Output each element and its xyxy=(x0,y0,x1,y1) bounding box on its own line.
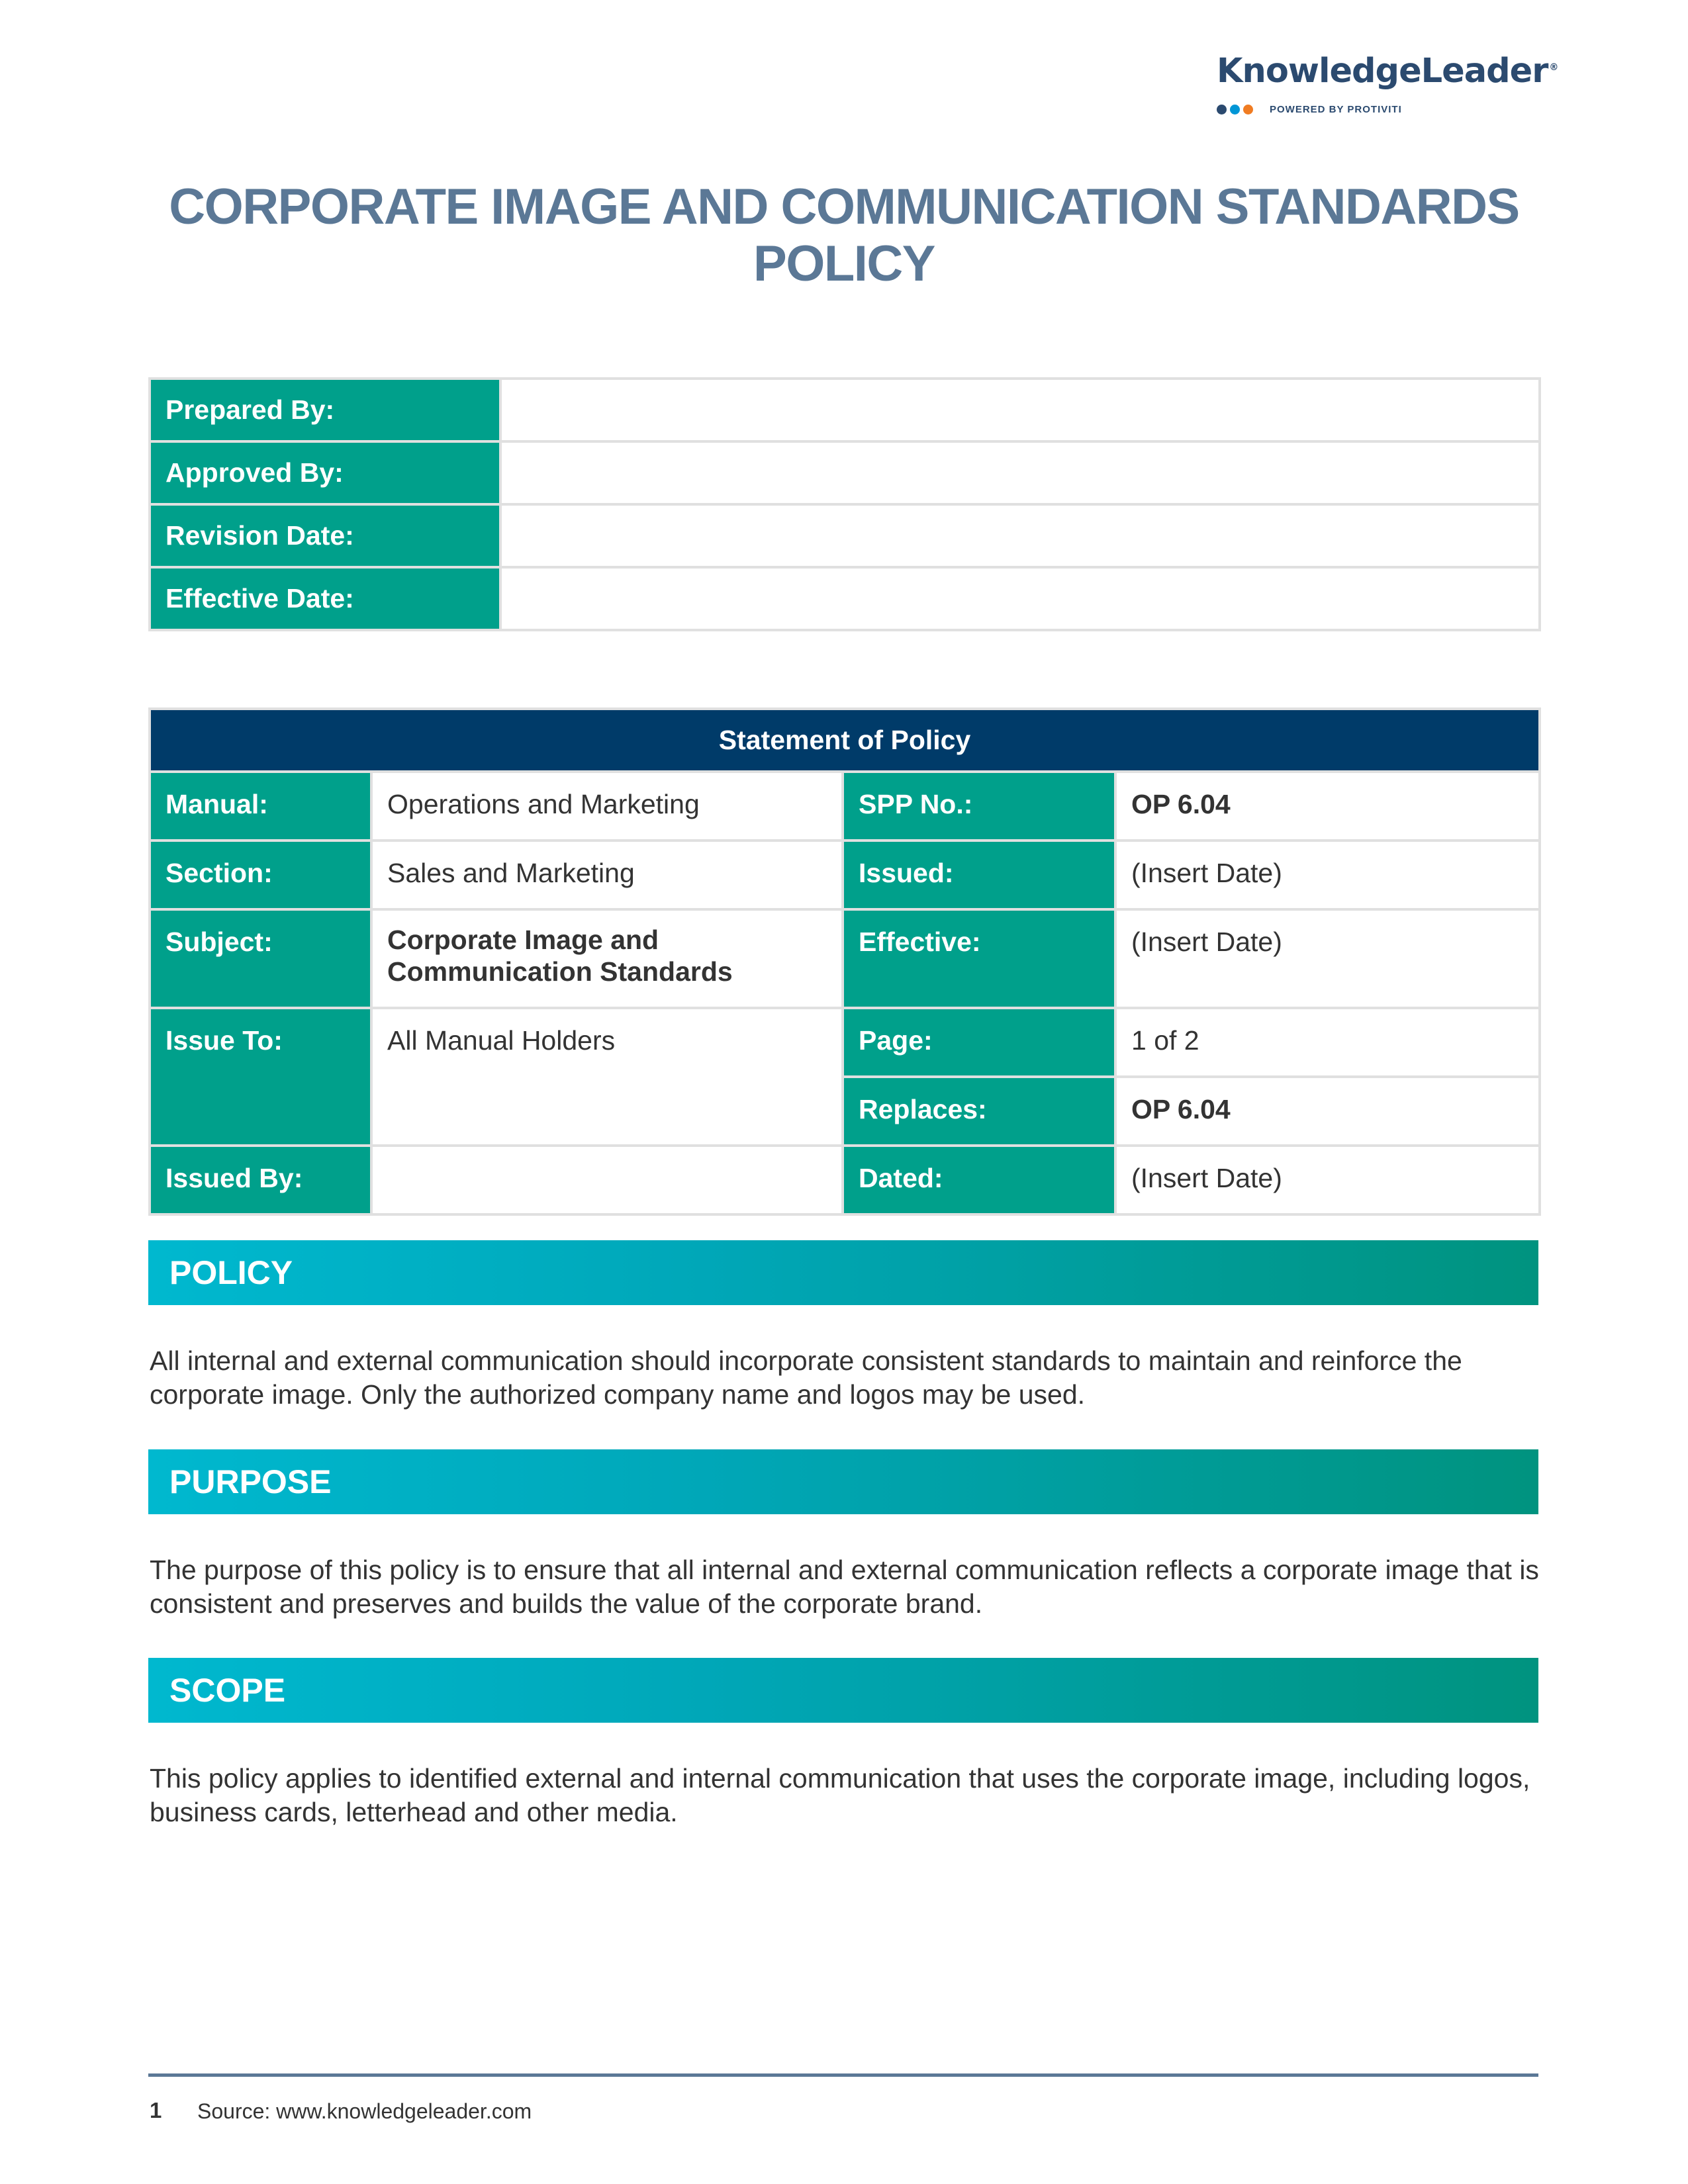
table-row xyxy=(150,1008,1540,1077)
table-header-row xyxy=(150,709,1540,772)
table-row xyxy=(150,1146,1540,1214)
approved-by-value[interactable] xyxy=(500,441,1540,504)
section-heading-purpose: PURPOSE xyxy=(148,1449,1538,1514)
section-heading-scope: SCOPE xyxy=(148,1658,1538,1723)
issue-to-label: Issue To: xyxy=(150,1008,371,1146)
effective-label: Effective: xyxy=(843,909,1115,1008)
revision-date-label: Revision Date: xyxy=(150,504,500,567)
logo-dot-navy-icon xyxy=(1217,105,1227,114)
logo-dot-orange-icon xyxy=(1243,105,1253,114)
scope-text: This policy applies to identified external and internal communication that uses the corporate image, including logos, business cards, letterhead and other media. xyxy=(150,1763,1530,1827)
policy-text: All internal and external communication should incorporate consistent standards to maintain and reinforce the corporate image. Only the authorized company name and logos may be used. xyxy=(150,1345,1462,1410)
replaces-value: OP 6.04 xyxy=(1115,1077,1540,1146)
table-row xyxy=(150,567,1540,630)
effective-date-label: Effective Date: xyxy=(150,567,500,630)
issued-by-value xyxy=(371,1146,843,1214)
effective-value: (Insert Date) xyxy=(1115,909,1540,1008)
page-number: 1 xyxy=(150,2098,162,2122)
subject-value: Corporate Image and Communication Standards xyxy=(371,909,843,1008)
manual-value: Operations and Marketing xyxy=(371,772,843,841)
effective-date-value[interactable] xyxy=(500,567,1540,630)
issue-to-value: All Manual Holders xyxy=(371,1008,843,1146)
table-row xyxy=(150,909,1540,1008)
approval-info-table xyxy=(148,377,1541,631)
section-value: Sales and Marketing xyxy=(371,841,843,909)
issued-label: Issued: xyxy=(843,841,1115,909)
table-row xyxy=(150,841,1540,909)
dated-value: (Insert Date) xyxy=(1115,1146,1540,1214)
subject-label: Subject: xyxy=(150,909,371,1008)
statement-of-policy-table xyxy=(148,707,1541,1216)
purpose-text: The purpose of this policy is to ensure that all internal and external communication reflects a corporate image that is consistent and preserves and builds the value of the corporate brand. xyxy=(150,1555,1539,1619)
table-row xyxy=(150,504,1540,567)
approved-by-label: Approved By: xyxy=(150,441,500,504)
footer-divider xyxy=(148,2073,1538,2077)
statement-header: Statement of Policy xyxy=(150,709,1540,772)
table-row xyxy=(150,441,1540,504)
manual-label: Manual: xyxy=(150,772,371,841)
spp-value: OP 6.04 xyxy=(1115,772,1540,841)
page-value: 1 of 2 xyxy=(1115,1008,1540,1077)
replaces-label: Replaces: xyxy=(843,1077,1115,1146)
knowledgeleader-logo xyxy=(1217,52,1558,116)
section-label: Section: xyxy=(150,841,371,909)
revision-date-value[interactable] xyxy=(500,504,1540,567)
table-row xyxy=(150,772,1540,841)
logo-wordmark: KnowledgeLeader ® xyxy=(1217,52,1558,91)
prepared-by-value[interactable] xyxy=(500,379,1540,441)
issued-value: (Insert Date) xyxy=(1115,841,1540,909)
prepared-by-label: Prepared By: xyxy=(150,379,500,441)
issued-by-label: Issued By: xyxy=(150,1146,371,1214)
dated-label: Dated: xyxy=(843,1146,1115,1214)
page-label: Page: xyxy=(843,1008,1115,1077)
document-title: CORPORATE IMAGE AND COMMUNICATION STANDARDS POLICY xyxy=(169,179,1519,292)
section-heading-policy: POLICY xyxy=(148,1240,1538,1305)
table-row xyxy=(150,379,1540,441)
footer-source: Source: www.knowledgeleader.com xyxy=(197,2099,532,2123)
spp-label: SPP No.: xyxy=(843,772,1115,841)
logo-tagline: POWERED BY PROTIVITI xyxy=(1270,103,1402,115)
logo-dot-blue-icon xyxy=(1230,105,1240,114)
